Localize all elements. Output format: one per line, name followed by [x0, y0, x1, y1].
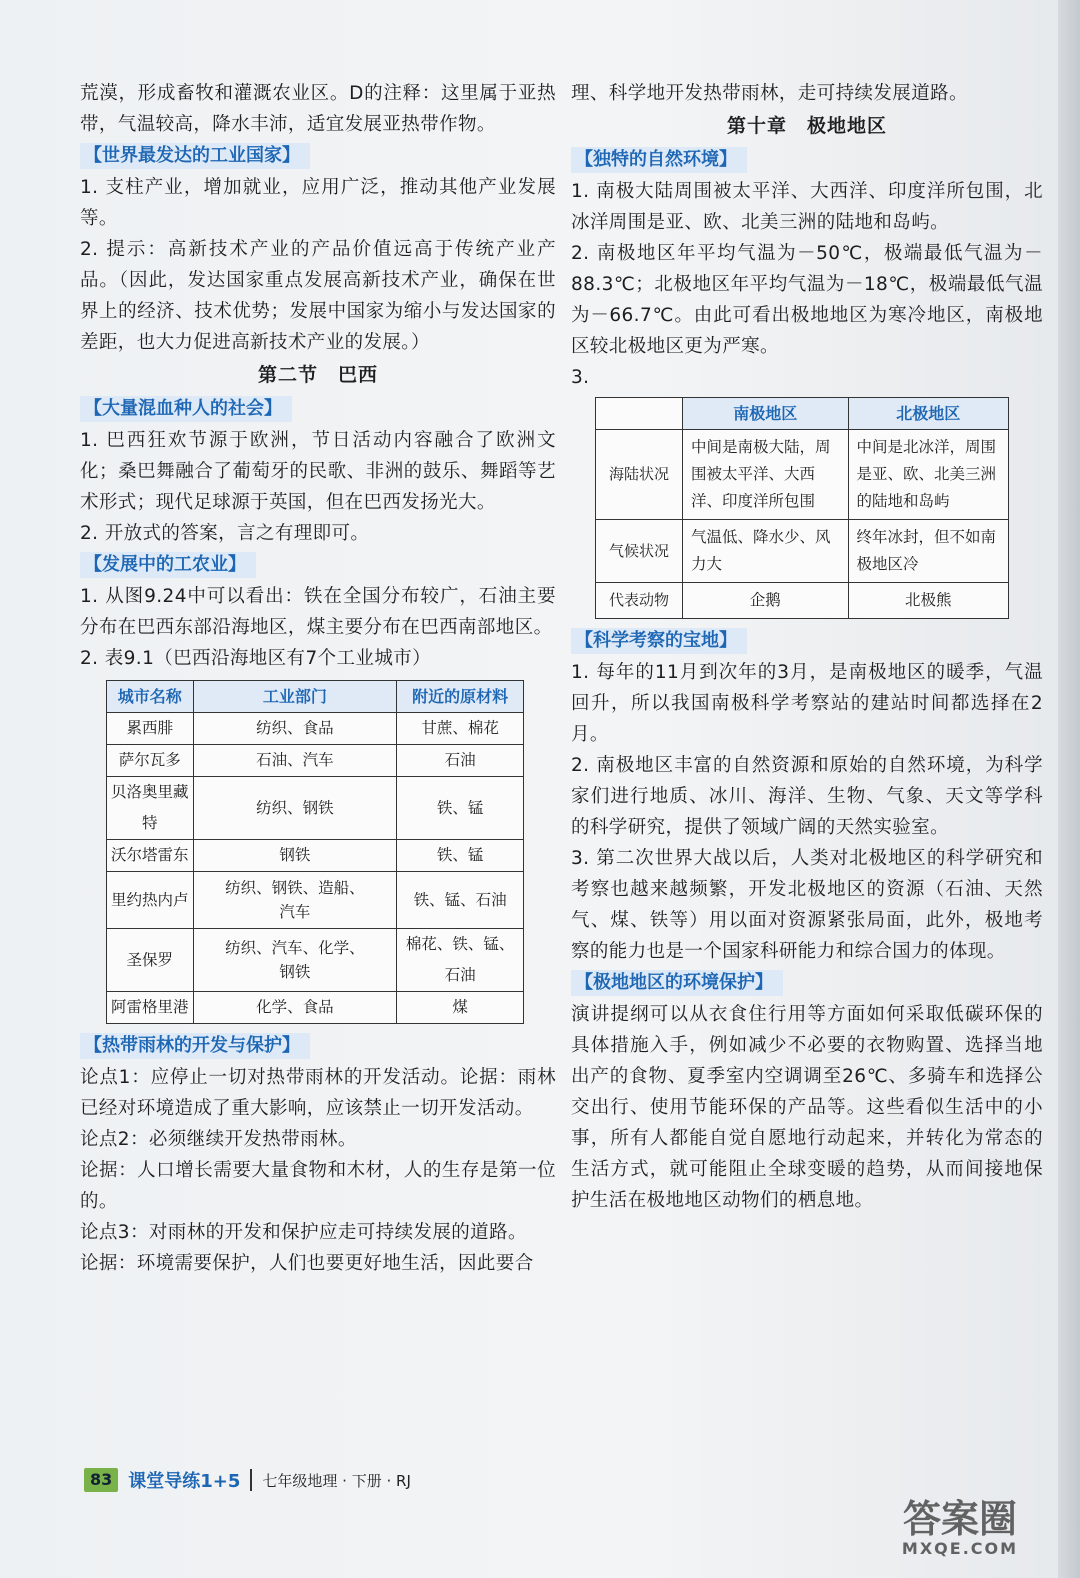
table-cell: 化学、食品 [193, 992, 397, 1024]
paragraph: 1. 支柱产业，增加就业，应用广泛，推动其他产业发展等。 [80, 177, 556, 229]
paragraph: 论据：人口增长需要大量食物和木材，人的生存是第一位的。 [80, 1160, 556, 1212]
table-cell: 纺织、钢铁、造船、汽车 [193, 872, 397, 929]
section-heading: 【 热带雨林的开发与保护 】 [80, 1033, 310, 1059]
table-cell: 石油 [397, 745, 524, 777]
paragraph: 演讲提纲可以从衣食住行用等方面如何采取低碳环保的具体措施入手，例如减少不必要的衣物购置、选择当地出产的食物、夏季室内空调调至26℃、多骑车和选择公交出行、使用节能环保的产品等。这些看似生活中的小事，所有人都能自觉自愿地行动起来，并转化为常态的生活方式，就可能阻止全球变暖的趋势，从而间接地保护生活在极地地区动物们的栖息地。 [571, 1004, 1043, 1211]
section-heading: 【 科学考察的宝地 】 [571, 628, 747, 654]
paragraph: 论点2：必须继续开发热带雨林。 [80, 1129, 357, 1150]
book-info: 七年级地理 · 下册 · RJ [262, 1471, 411, 1490]
table-row [107, 745, 524, 777]
paragraph: 论点3：对雨林的开发和保护应走可持续发展的道路。 [80, 1222, 527, 1243]
table-cell: 圣保罗 [107, 929, 194, 992]
page-number: 83 [84, 1468, 118, 1492]
table-cell: 纺织、食品 [193, 713, 397, 745]
right-column [571, 78, 1043, 1216]
table-cell: 纺织、汽车、化学、钢铁 [193, 929, 397, 992]
table-cell: 里约热内卢 [107, 872, 194, 929]
watermark-text: 答案圈 [902, 1497, 1017, 1541]
page-footer [84, 1465, 411, 1495]
table-row [107, 992, 524, 1024]
section-heading: 【 发展中的工农业 】 [80, 552, 256, 578]
table-cell: 萨尔瓦多 [107, 745, 194, 777]
table-cell: 海陆状况 [596, 430, 683, 520]
table-row [596, 430, 1009, 520]
section-heading: 【 世界最发达的工业国家 】 [80, 143, 310, 169]
watermark-url: MXQE.COM [901, 1539, 1019, 1558]
polar-comparison-table [595, 397, 1009, 619]
table-row [107, 713, 524, 745]
table-cell: 企鹅 [683, 583, 849, 619]
table-row [596, 583, 1009, 619]
table-header-row [107, 681, 524, 713]
paragraph: 3. 第二次世界大战以后，人类对北极地区的科学研究和考察也越来越频繁，开发北极地区的资源（石油、天然气、煤、铁等）用以面对资源紧张局面，此外，极地考察的能力也是一个国家科研能力和综合国力的体现。 [571, 848, 1043, 962]
table-row [107, 777, 524, 840]
book-spine [1058, 0, 1080, 1578]
table-cell: 北极熊 [848, 583, 1008, 619]
table-cell: 石油、汽车 [193, 745, 397, 777]
table-header: 附近的原材料 [397, 681, 524, 713]
paragraph: 1. 每年的11月到次年的3月，是南极地区的暖季，气温回升，所以我国南极科学考察站的建站时间都选择在2月。 [571, 662, 1043, 745]
table-header: 工业部门 [193, 681, 397, 713]
paragraph: 1. 南极大陆周围被太平洋、大西洋、印度洋所包围，北冰洋周围是亚、欧、北美三洲的陆地和岛屿。 [571, 181, 1043, 233]
table-row [596, 520, 1009, 583]
table-cell: 铁、锰 [397, 777, 524, 840]
table-cell: 铁、锰、石油 [397, 872, 524, 929]
table-header [596, 398, 683, 430]
table-cell: 阿雷格里港 [107, 992, 194, 1024]
table-cell: 沃尔塔雷东 [107, 840, 194, 872]
paragraph: 2. 开放式的答案，言之有理即可。 [80, 523, 370, 544]
paragraph: 理、科学地开发热带雨林，走可持续发展道路。 [571, 83, 968, 104]
paragraph: 1. 巴西狂欢节源于欧洲，节日活动内容融合了欧洲文化；桑巴舞融合了葡萄牙的民歌、非洲的鼓乐、舞蹈等艺术形式；现代足球源于英国，但在巴西发扬光大。 [80, 430, 556, 513]
table-header: 城市名称 [107, 681, 194, 713]
table-cell: 钢铁 [193, 840, 397, 872]
paragraph: 2. 南极地区丰富的自然资源和原始的自然环境，为科学家们进行地质、冰川、海洋、生物、气象、天文等学科的科学研究，提供了领域广阔的天然实验室。 [571, 755, 1043, 838]
section-heading: 【 大量混血种人的社会 】 [80, 396, 292, 422]
table-cell: 煤 [397, 992, 524, 1024]
table-cell: 中间是南极大陆，周围被太平洋、大西洋、印度洋所包围 [683, 430, 849, 520]
section-title: 第二节 巴西 [257, 364, 378, 386]
paragraph: 3. [571, 367, 590, 388]
table-cell: 中间是北冰洋，周围是亚、欧、北美三洲的陆地和岛屿 [848, 430, 1008, 520]
paragraph: 2. 提示：高新技术产业的产品价值远高于传统产业产品。（因此，发达国家重点发展高新技术产业，确保在世界上的经济、技术优势；发展中国家为缩小与发达国家的差距，也大力促进高新技术产业的发展。） [80, 239, 556, 353]
table-cell: 累西腓 [107, 713, 194, 745]
table-row [107, 872, 524, 929]
paragraph: 荒漠，形成畜牧和灌溉农业区。D的注释：这里属于亚热带，气温较高，降水丰沛，适宜发展亚热带作物。 [80, 83, 556, 135]
brazil-cities-table [106, 680, 524, 1024]
paragraph: 论点1：应停止一切对热带雨林的开发活动。论据：雨林已经对环境造成了重大影响，应该禁止一切开发活动。 [80, 1067, 556, 1119]
table-cell: 棉花、铁、锰、石油 [397, 929, 524, 992]
table-cell: 气温低、降水少、风力大 [683, 520, 849, 583]
table-cell: 代表动物 [596, 583, 683, 619]
chapter-title: 第十章 极地地区 [726, 115, 887, 137]
watermark-logo [860, 1488, 1060, 1568]
table-header-row [596, 398, 1009, 430]
series-brand: 课堂导练1+5 [128, 1471, 241, 1492]
table-header: 北极地区 [848, 398, 1008, 430]
table-cell: 贝洛奥里藏特 [107, 777, 194, 840]
table-cell: 纺织、钢铁 [193, 777, 397, 840]
paragraph: 2. 表9.1（巴西沿海地区有7个工业城市） [80, 648, 432, 669]
table-cell: 铁、锰 [397, 840, 524, 872]
table-row [107, 840, 524, 872]
section-heading: 【 独特的自然环境 】 [571, 147, 747, 173]
table-cell: 气候状况 [596, 520, 683, 583]
paragraph: 2. 南极地区年平均气温为－50℃，极端最低气温为－88.3℃；北极地区年平均气温为－18℃，极端最低气温为－66.7℃。由此可看出极地地区为寒冷地区，南极地区较北极地区更为严寒。 [571, 243, 1043, 357]
paragraph: 1. 从图9.24中可以看出：铁在全国分布较广，石油主要分布在巴西东部沿海地区，煤主要分布在巴西南部地区。 [80, 586, 556, 638]
table-cell: 终年冰封，但不如南极地区冷 [848, 520, 1008, 583]
table-row [107, 929, 524, 992]
left-column [80, 78, 556, 1279]
paragraph: 论据：环境需要保护，人们也要更好地生活，因此要合 [80, 1253, 534, 1274]
section-heading: 【 极地地区的环境保护 】 [571, 970, 783, 996]
table-header: 南极地区 [683, 398, 849, 430]
table-cell: 甘蔗、棉花 [397, 713, 524, 745]
divider [250, 1469, 252, 1491]
